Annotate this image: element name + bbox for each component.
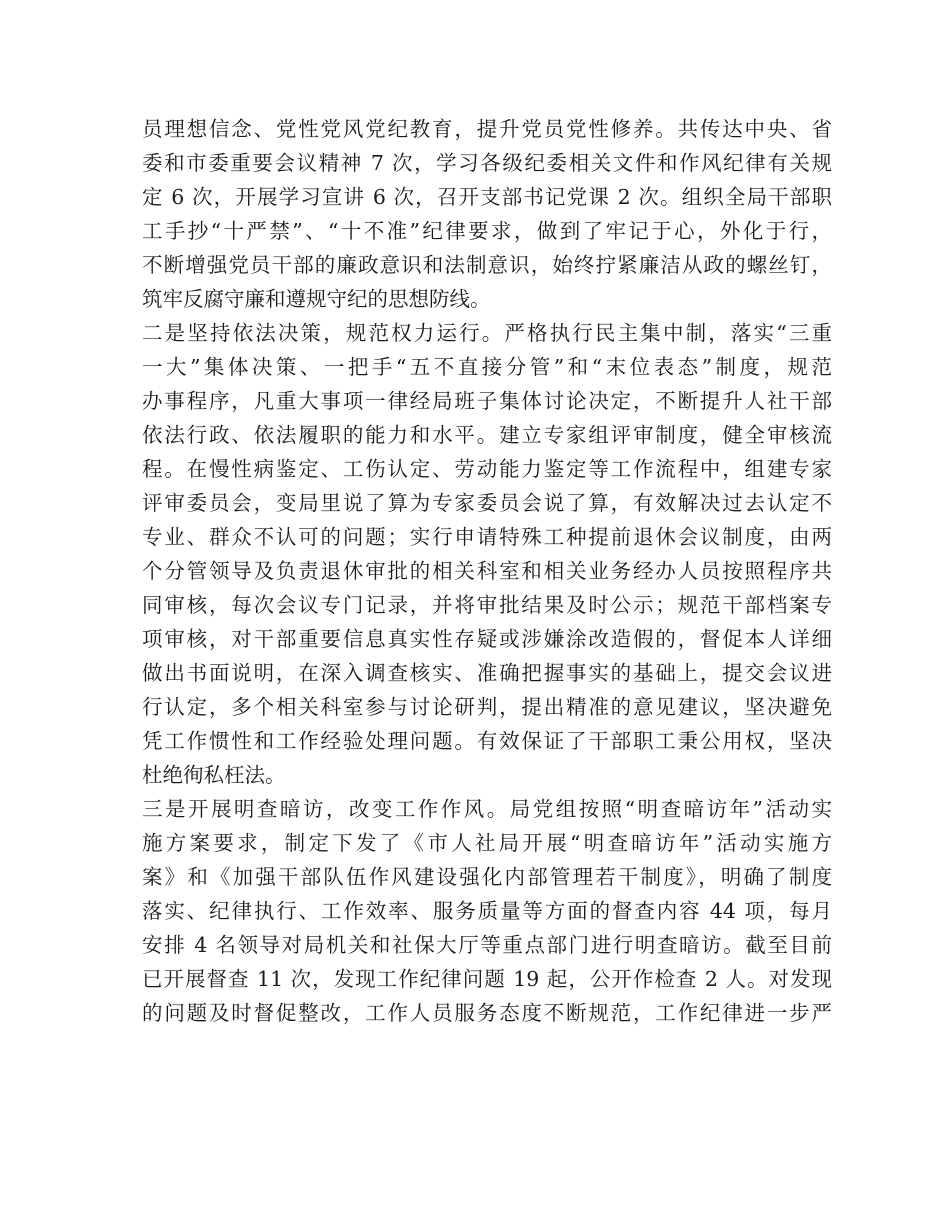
text-line: 一大”集体决策、一把手“五不直接分管”和“末位表态”制度，规范 xyxy=(142,355,832,379)
text-line: 凭工作惯性和工作经验处理问题。有效保证了干部职工秉公用权，坚决 xyxy=(142,729,832,753)
text-line: 三是开展明查暗访，改变工作作风。局党组按照“明查暗访年”活动实 xyxy=(142,797,832,821)
text-line: 筑牢反腐守廉和遵规守纪的思想防线。 xyxy=(142,287,491,311)
text-line: 施方案要求，制定下发了《市人社局开展“明查暗访年”活动实施方 xyxy=(142,831,832,855)
text-line: 的问题及时督促整改，工作人员服务态度不断规范，工作纪律进一步严 xyxy=(142,1001,832,1025)
text-line: 评审委员会，变局里说了算为专家委员会说了算，有效解决过去认定不 xyxy=(142,491,832,515)
text-line: 杜绝徇私枉法。 xyxy=(142,763,286,787)
text-line: 做出书面说明，在深入调查核实、准确把握事实的基础上，提交会议进 xyxy=(142,661,832,685)
text-line: 依法行政、依法履职的能力和水平。建立专家组评审制度，健全审核流 xyxy=(142,423,832,447)
text-line: 个分管领导及负责退休审批的相关科室和相关业务经办人员按照程序共 xyxy=(142,559,832,583)
text-line: 落实、纪律执行、工作效率、服务质量等方面的督查内容 44 项，每月 xyxy=(142,899,832,923)
text-line: 程。在慢性病鉴定、工伤认定、劳动能力鉴定等工作流程中，组建专家 xyxy=(142,457,832,481)
text-line: 同审核，每次会议专门记录，并将审批结果及时公示；规范干部档案专 xyxy=(142,593,832,617)
text-line: 工手抄“十严禁”、“十不准”纪律要求，做到了牢记于心，外化于行， xyxy=(142,219,832,243)
text-line: 项审核，对干部重要信息真实性存疑或涉嫌涂改造假的，督促本人详细 xyxy=(142,627,832,651)
text-line: 员理想信念、党性党风党纪教育，提升党员党性修养。共传达中央、省 xyxy=(142,117,832,141)
text-line: 办事程序，凡重大事项一律经局班子集体讨论决定，不断提升人社干部 xyxy=(142,389,832,413)
text-line: 委和市委重要会议精神 7 次，学习各级纪委相关文件和作风纪律有关规 xyxy=(142,151,832,175)
text-line: 安排 4 名领导对局机关和社保大厅等重点部门进行明查暗访。截至目前 xyxy=(142,933,832,957)
text-line: 专业、群众不认可的问题；实行申请特殊工种提前退休会议制度，由两 xyxy=(142,525,832,549)
text-line: 已开展督查 11 次，发现工作纪律问题 19 起，公开作检查 2 人。对发现 xyxy=(142,967,832,991)
text-line: 二是坚持依法决策，规范权力运行。严格执行民主集中制，落实“三重 xyxy=(142,321,832,345)
text-line: 定 6 次，开展学习宣讲 6 次，召开支部书记党课 2 次。组织全局干部职 xyxy=(142,185,832,209)
text-line: 案》和《加强干部队伍作风建设强化内部管理若干制度》，明确了制度 xyxy=(142,865,832,889)
text-line: 行认定，多个相关科室参与讨论研判，提出精准的意见建议，坚决避免 xyxy=(142,695,832,719)
text-line: 不断增强党员干部的廉政意识和法制意识，始终拧紧廉洁从政的螺丝钉， xyxy=(142,253,832,277)
